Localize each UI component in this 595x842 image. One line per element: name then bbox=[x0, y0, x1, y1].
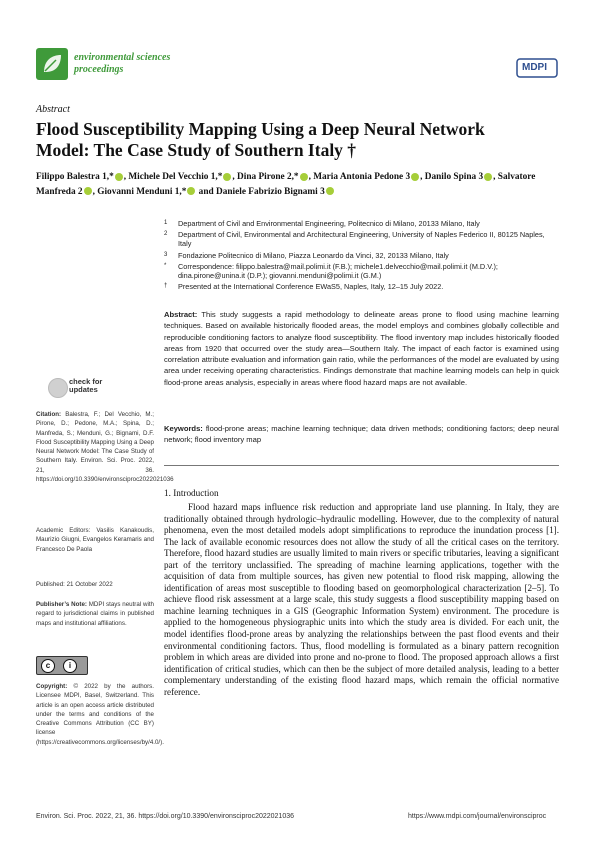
abstract-text: This study suggests a rapid methodology to delineate areas prone to flood using machine learning techniques. Based on available historically flooded areas, the model employs and combines globally collectible and reproducible conditioning factors to analyze flood susceptibility. The flood inventory map includes historically flooded areas from 1920 that occurred over the study area—Southern Italy. The impact of each factor is examined using correlation attribute evaluation and information gain ratio, while the performances of the model are evaluated by using area under receiving operating characteristics. Findings demonstrate that machine learning models can help in quick flood-prone areas analysis, especially in areas where flood hazard maps are not available. bbox=[164, 310, 559, 387]
orcid-icon[interactable] bbox=[326, 187, 334, 195]
orcid-icon[interactable] bbox=[84, 187, 92, 195]
affiliation-marker: † bbox=[164, 283, 168, 290]
affiliation-text: Fondazione Politecnico di Milano, Piazza Leonardo da Vinci, 32, 20133 Milano, Italy bbox=[178, 250, 449, 260]
affiliation-row bbox=[164, 230, 559, 248]
article-type-label: Abstract bbox=[36, 104, 70, 115]
orcid-icon[interactable] bbox=[300, 173, 308, 181]
leaf-icon bbox=[36, 48, 68, 80]
author-name: Daniele Fabrizio Bignami 3 bbox=[216, 186, 325, 197]
academic-editors: Academic Editors: Vasilis Kanakoudis, Maurizio Giugni, Evangelos Keramaris and Francesco De Paola bbox=[36, 527, 154, 553]
mdpi-logo-text: MDPI bbox=[522, 62, 547, 73]
orcid-icon[interactable] bbox=[484, 173, 492, 181]
journal-name-line2: proceedings bbox=[74, 64, 124, 75]
affiliation-text: Correspondence: filippo.balestra@mail.polimi.it (F.B.); michele1.delvecchio@mail.polimi.it (M.D.V.); dina.pirone@unina.it (D.P.); giovanni.menduni@polimi.it (G.M.) bbox=[178, 261, 498, 281]
introduction-text: Flood hazard maps influence risk reduction and appropriate land use planning. In Italy, they are traditionally obtained through hydrologic–hydraulic modelling. However, due to the complexity of natural phenomena, even the most detailed models adopt simplifications to reproduce the inundation process [1]. The lack of available economic resources does not allow the study of all the critical cases on the territory. Therefore, flood hazard studies are usually limited to main rivers or specific tributaries, leaving a significant part of the territory unclassified. The spreading of machine learning applications, together with the acquisition of data from multiple sources, has given new potential to flood risk mapping, allowing the identification of areas most susceptible to flooding based on geomorphological characterization [2–5]. To achieve flood risk assessment at a large scale, this study suggests a flood susceptibility mapping based on machine learning techniques in a GIS (Geographic Information System) environment. The procedure is applied to the homogeneous physiographic units into which the study area is divided. For each unit, the model identifies flood-prone areas by analyzing the relationships between the past flood events and their environmental conditioning factors. Thus, flood modelling is formulated as a binary pattern recognition problem in which areas are divided into prone and no-prone to flood. The proposed approach allows a first identification of critical studies, which can then be the subject of more detailed analysis, leading to a better complementary understanding of the existing flood hazard maps, which remain the official normative reference. bbox=[164, 502, 559, 697]
author-separator: , bbox=[493, 172, 498, 182]
check-for-updates-line1: check for bbox=[69, 377, 103, 386]
by-icon: i bbox=[63, 659, 77, 673]
affiliation-marker: 3 bbox=[164, 251, 168, 258]
orcid-icon[interactable] bbox=[223, 173, 231, 181]
affiliation-marker: 2 bbox=[164, 231, 168, 238]
journal-logo bbox=[36, 48, 68, 80]
copyright-text: © 2022 by the authors. Licensee MDPI, Basel, Switzerland. This article is an open access article distributed under the terms and conditions of the Creative Commons Attribution (CC BY) license (https://creativecommons.org/licenses/by/4.0/). bbox=[36, 683, 164, 746]
section-divider bbox=[164, 465, 559, 466]
copyright-label: Copyright: bbox=[36, 683, 68, 690]
citation-label: Citation: bbox=[36, 411, 62, 418]
check-for-updates-line2: updates bbox=[69, 385, 98, 394]
copyright-block bbox=[36, 682, 164, 747]
author-separator: , bbox=[308, 172, 314, 182]
abstract-section bbox=[164, 309, 559, 388]
mdpi-logo[interactable] bbox=[516, 58, 558, 78]
journal-name[interactable] bbox=[74, 52, 170, 76]
journal-name-line1: environmental sciences bbox=[74, 52, 171, 63]
author-separator: , bbox=[92, 186, 98, 197]
citation-block bbox=[36, 410, 174, 484]
author-separator: , bbox=[420, 172, 425, 182]
footer-journal-url[interactable]: https://www.mdpi.com/journal/environsciproc bbox=[408, 813, 547, 820]
affiliation-text: Presented at the International Conference EWaS5, Naples, Italy, 12–15 July 2022. bbox=[178, 282, 444, 292]
affiliations bbox=[164, 219, 559, 291]
cc-by-license-badge[interactable] bbox=[36, 656, 88, 675]
keywords-section bbox=[164, 423, 559, 446]
affiliation-marker: 1 bbox=[164, 220, 168, 226]
author-list bbox=[36, 170, 556, 199]
keywords-label: Keywords: bbox=[164, 424, 203, 433]
author-separator: , bbox=[123, 172, 129, 182]
introduction-heading: 1. Introduction bbox=[164, 488, 219, 498]
orcid-icon[interactable] bbox=[411, 173, 419, 181]
author-separator: and bbox=[196, 186, 216, 197]
check-for-updates-button[interactable] bbox=[69, 378, 102, 394]
author-name: Maria Antonia Pedone 3 bbox=[313, 172, 411, 182]
citation-text: Balestra, F.; Del Vecchio, M.; Pirone, D.; Pedone, M.A.; Spina, D.; Manfreda, S.; Menduni, G.; Bignami, D.F. Flood Susceptibility Mapping Using a Deep Neural Network Model: The Case Study of Southern Italy. Environ. Sci. Proc. 2022, 21, 36. https://doi.org/10.3390/environsciproc2022021036 bbox=[36, 411, 174, 484]
orcid-icon[interactable] bbox=[187, 187, 195, 195]
author-name: Danilo Spina 3 bbox=[424, 172, 484, 182]
affiliation-row bbox=[164, 251, 559, 260]
author-separator: , bbox=[232, 172, 238, 182]
affiliation-text: Department of Civil, Environmental and Architectural Engineering, University of Naples Federico II, 80125 Naples, Italy bbox=[178, 230, 545, 249]
publisher-note-text: MDPI stays neutral with regard to jurisdictional claims in published maps and institutional affiliations. bbox=[36, 601, 154, 627]
orcid-icon[interactable] bbox=[115, 173, 123, 181]
published-date: Published: 21 October 2022 bbox=[36, 581, 113, 588]
footer-citation: Environ. Sci. Proc. 2022, 21, 36. https://doi.org/10.3390/environsciproc2022021036 bbox=[36, 813, 295, 820]
publisher-note bbox=[36, 600, 154, 628]
affiliation-row bbox=[164, 262, 559, 280]
affiliation-row bbox=[164, 282, 559, 291]
author-name: Salvatore Manfreda 2 bbox=[36, 172, 536, 197]
affiliation-text: Department of Civil and Environmental Engineering, Politecnico di Milano, 20133 Milano, Italy bbox=[178, 219, 480, 228]
article-title: Flood Susceptibility Mapping Using a Deep Neural Network Model: The Case Study of Southern Italy † bbox=[36, 119, 485, 160]
abstract-label: Abstract: bbox=[164, 310, 198, 319]
cc-icon: c bbox=[41, 659, 55, 673]
keywords-text: flood-prone areas; machine learning technique; data driven methods; conditioning factors; deep neural network; flood inventory map bbox=[164, 424, 559, 445]
affiliation-row bbox=[164, 219, 559, 228]
author-name: Michele Del Vecchio 1,* bbox=[128, 172, 223, 182]
author-name: Giovanni Menduni 1,* bbox=[97, 186, 187, 197]
publisher-note-label: Publisher’s Note: bbox=[36, 601, 87, 608]
check-for-updates-icon[interactable] bbox=[48, 378, 68, 398]
affiliation-marker: * bbox=[164, 262, 167, 269]
author-name: Dina Pirone 2,* bbox=[237, 172, 299, 182]
author-name: Filippo Balestra 1,* bbox=[36, 172, 114, 182]
